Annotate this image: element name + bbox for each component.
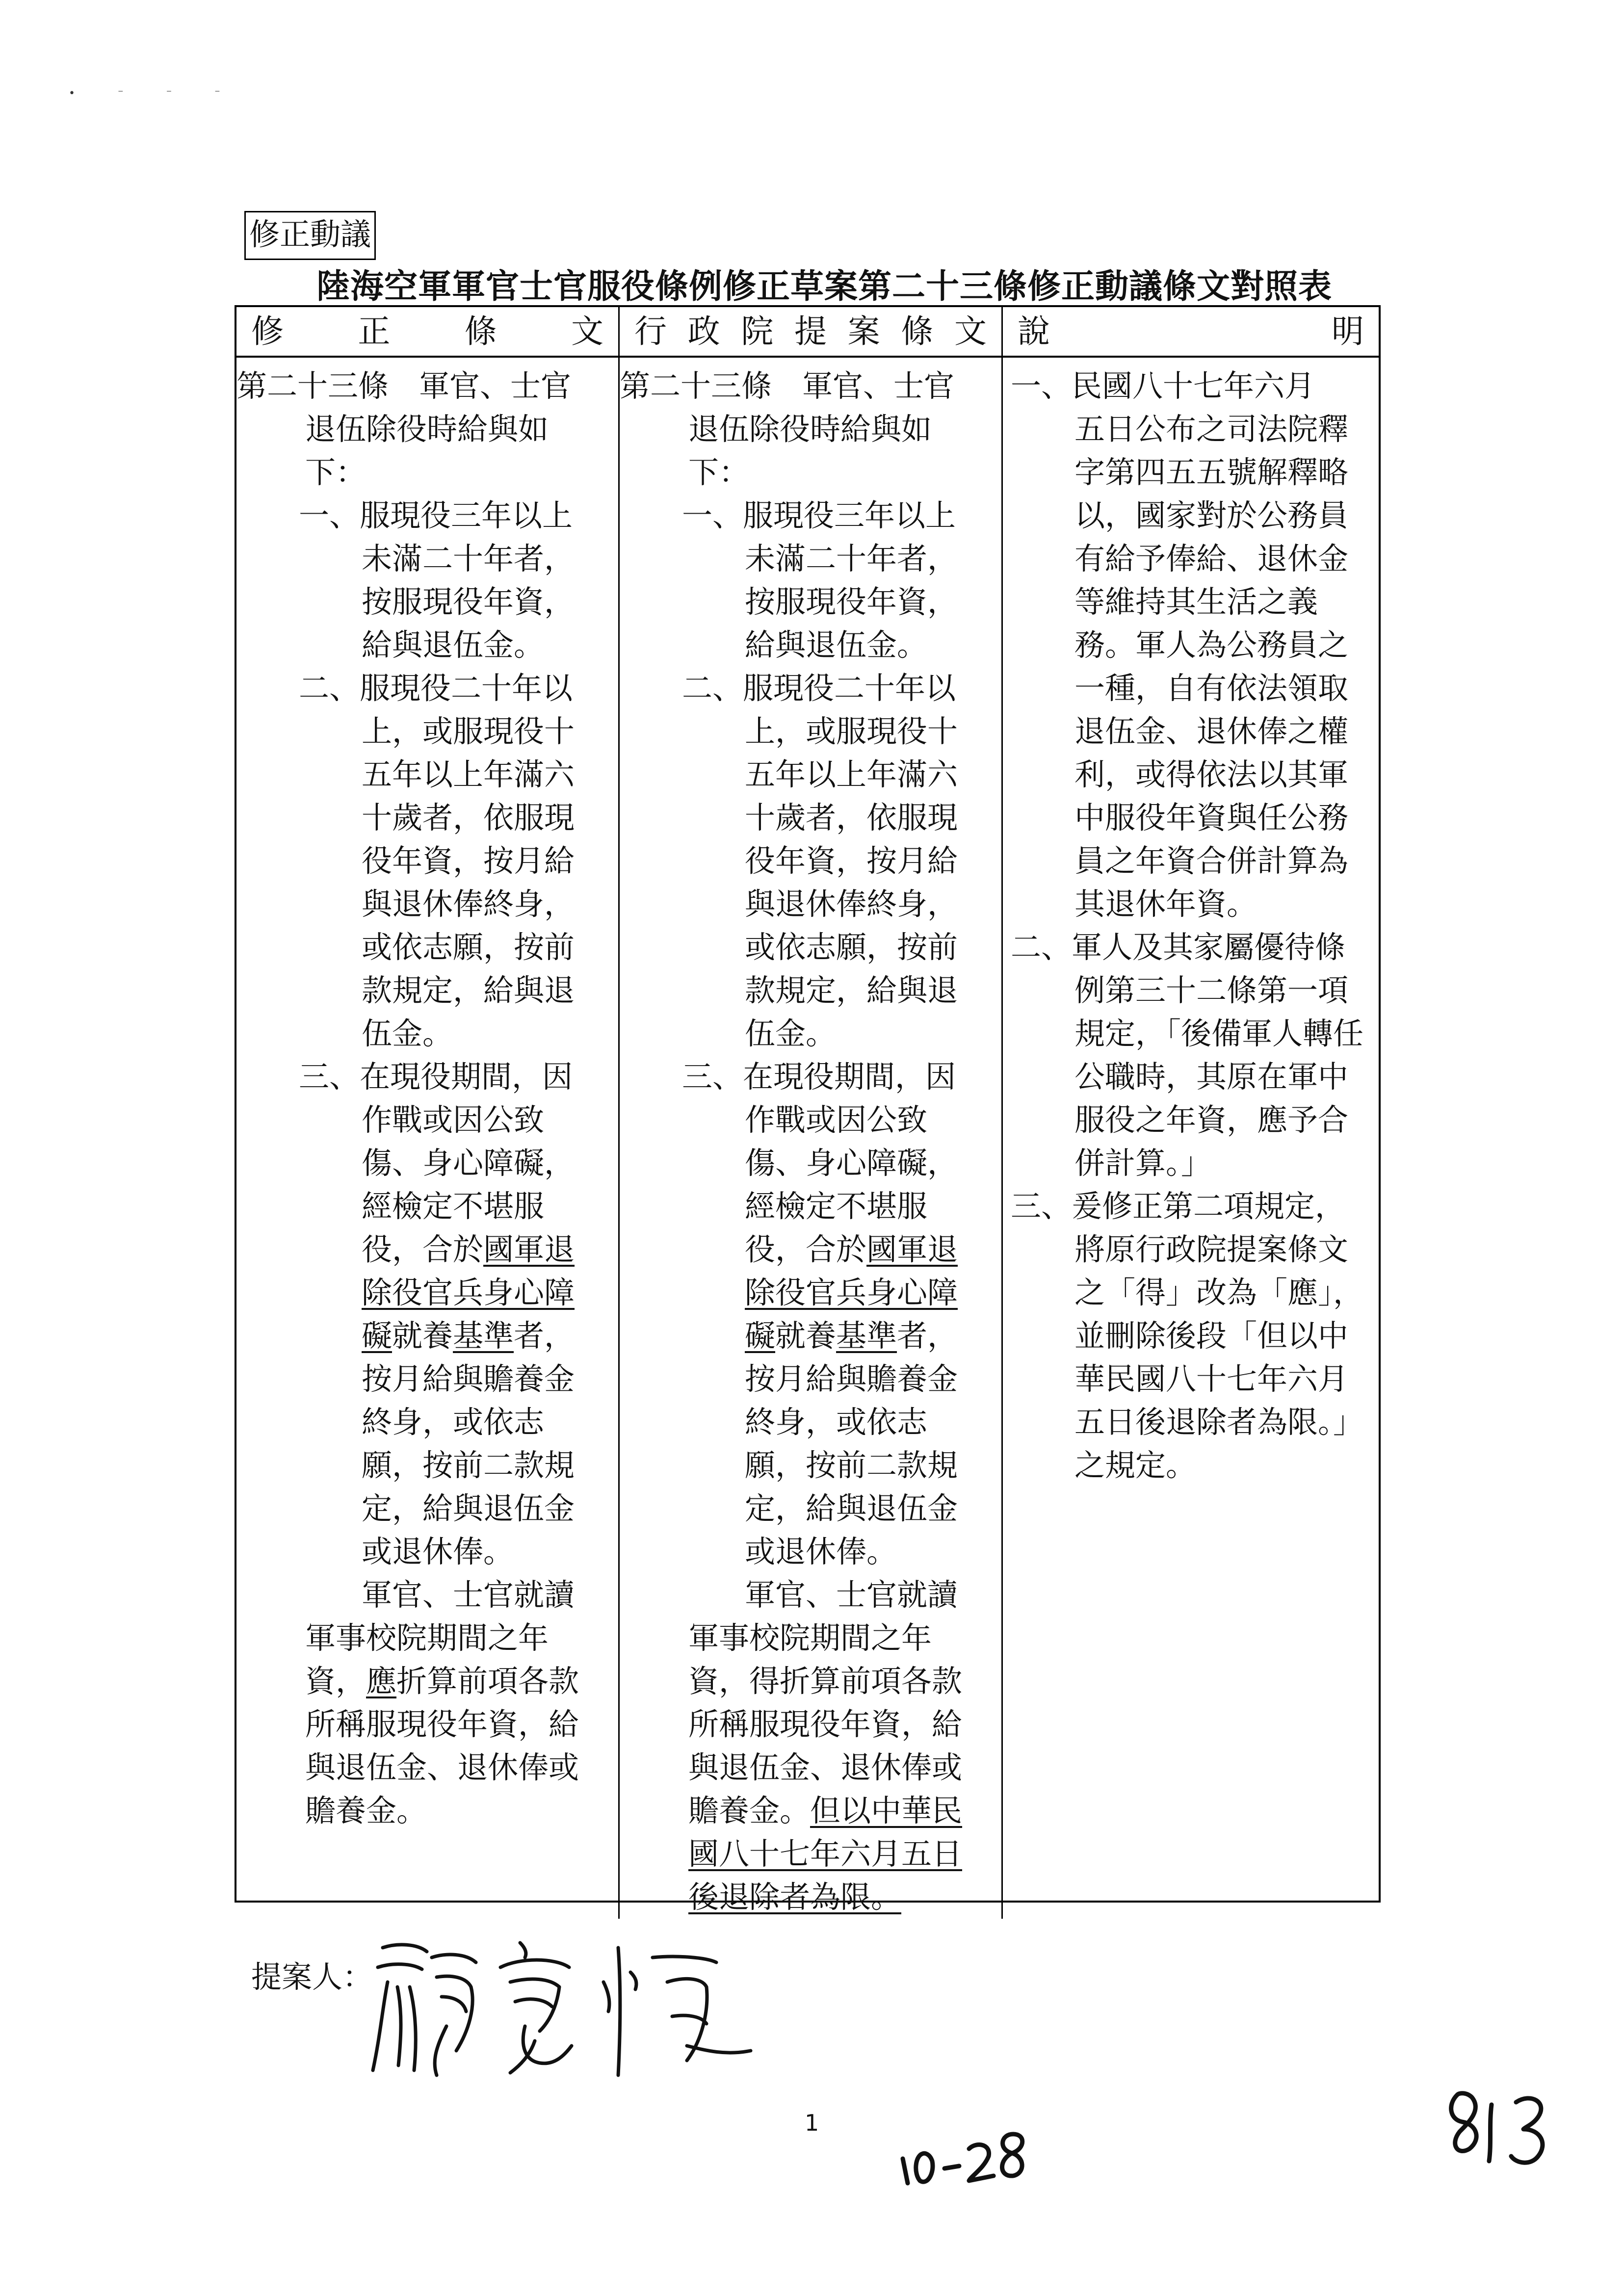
text-line: 與退伍金、退休俸或 <box>688 1749 963 1785</box>
text-line: 願，按前二款規 <box>745 1447 958 1483</box>
text-line: 或依志願，按前 <box>745 929 958 965</box>
text-line: 三、爰修正第二項規定， <box>1011 1188 1346 1224</box>
header-char: 院 <box>741 313 774 350</box>
header-char: 文 <box>954 313 987 350</box>
header-char: 修 <box>251 313 284 350</box>
proposer-label: 提案人： <box>251 1959 373 1995</box>
text-span: 者， <box>897 1318 958 1354</box>
text-line: 一、民國八十七年六月 <box>1011 368 1315 404</box>
text-line: 中服役年資與任公務 <box>1074 800 1349 835</box>
header-char: 條 <box>901 313 934 350</box>
text-span: 贍養金。 <box>688 1793 811 1828</box>
text-line: 傷、身心障礙， <box>362 1145 575 1181</box>
underlined-text: 礙 <box>745 1318 776 1354</box>
text-line: 軍事校院期間之年 <box>688 1620 932 1656</box>
header-char: 條 <box>464 313 497 350</box>
text-line: 其退休年資。 <box>1074 886 1257 922</box>
text-line: 按月給與贍養金 <box>745 1361 958 1397</box>
text-line: 五日後退除者為限。」 <box>1074 1404 1364 1440</box>
text-line: 終身，或依志 <box>745 1404 928 1440</box>
text-line: 下： <box>305 454 367 490</box>
text-span: 就養 <box>392 1318 453 1354</box>
text-line: 與退休俸終身， <box>745 886 958 922</box>
header-original <box>620 307 1003 358</box>
text-line: 經檢定不堪服 <box>362 1188 545 1224</box>
text-line: 三、在現役期間，因 <box>299 1059 573 1095</box>
text-line: 規定，「後備軍人轉任 <box>1074 1016 1364 1051</box>
motion-stamp: 修正動議 <box>244 211 376 260</box>
handwritten-number <box>1442 2075 1560 2173</box>
text-line: 二、服現役二十年以 <box>299 670 573 706</box>
text-line: 定，給與退伍金 <box>362 1490 575 1526</box>
text-line: 按服現役年資， <box>362 584 575 620</box>
header-amended <box>236 307 620 358</box>
text-line: 傷、身心障礙， <box>745 1145 958 1181</box>
text-line: 軍事校院期間之年 <box>305 1620 549 1656</box>
text-line: 一種，自有依法領取 <box>1074 670 1349 706</box>
text-line: 等維持其生活之義 <box>1074 584 1318 620</box>
text-line: 退伍除役時給與如 <box>688 411 932 447</box>
text-span: 資， <box>305 1663 367 1699</box>
text-line: 十歲者，依服現 <box>745 800 958 835</box>
text-line: 五日公布之司法院釋 <box>1074 411 1349 447</box>
underlined-text: 除役官兵身心障 <box>362 1275 575 1310</box>
underlined-text: 除役官兵身心障 <box>745 1275 958 1310</box>
underlined-text: 應 <box>366 1663 397 1699</box>
text-line: 下： <box>688 454 750 490</box>
underlined-text: 國八十七年六月五日 <box>688 1836 963 1872</box>
text-line: 給與退伍金。 <box>745 627 928 663</box>
document-title: 陸海空軍軍官士官服役條例修正草案第二十三條修正動議條文對照表 <box>316 267 1332 306</box>
text-line: 五年以上年滿六 <box>745 757 958 792</box>
text-span: 役，合於 <box>362 1231 484 1267</box>
original-text-column <box>620 358 1003 1919</box>
underlined-text: 基準 <box>453 1318 514 1354</box>
scan-marks: • ⁻ ⁻ ⁻ <box>69 87 240 100</box>
text-line <box>236 1314 618 1357</box>
text-line: 款規定，給與退 <box>745 972 958 1008</box>
text-line: 與退伍金、退休俸或 <box>305 1749 579 1785</box>
text-line: 服役之年資，應予合 <box>1074 1102 1349 1138</box>
text-line: 退伍除役時給與如 <box>305 411 549 447</box>
text-line: 第二十三條 軍官、士官 <box>236 368 572 404</box>
text-line: 上，或服現役十 <box>362 713 575 749</box>
text-line <box>620 1228 1001 1271</box>
text-span: 者， <box>514 1318 575 1354</box>
underlined-text: 國軍退 <box>866 1231 958 1267</box>
text-span: 折算前項各款 <box>396 1663 579 1699</box>
text-line: 例第三十二條第一項 <box>1074 972 1349 1008</box>
text-line: 作戰或因公致 <box>362 1102 545 1138</box>
text-line: 或退休俸。 <box>745 1534 897 1569</box>
text-line: 並刪除後段「但以中 <box>1074 1318 1349 1354</box>
text-line: 定，給與退伍金 <box>745 1490 958 1526</box>
header-char: 文 <box>571 313 603 350</box>
amended-text-column <box>236 358 620 1919</box>
handwritten-signature <box>363 1928 765 2085</box>
underlined-text: 後退除者為限。 <box>688 1879 902 1915</box>
text-line: 員之年資合併計算為 <box>1074 843 1349 879</box>
text-line: 字第四五五號解釋略 <box>1074 454 1349 490</box>
text-line: 三、在現役期間，因 <box>682 1059 956 1095</box>
text-line: 未滿二十年者， <box>362 541 575 576</box>
text-line: 以，國家對於公務員 <box>1074 497 1349 533</box>
text-line: 終身，或依志 <box>362 1404 545 1440</box>
text-line: 經檢定不堪服 <box>745 1188 928 1224</box>
text-line: 務。軍人為公務員之 <box>1074 627 1349 663</box>
text-line: 伍金。 <box>745 1016 837 1051</box>
text-line: 或退休俸。 <box>362 1534 514 1569</box>
text-line: 贍養金。 <box>305 1793 427 1828</box>
text-span: 就養 <box>775 1318 837 1354</box>
text-line: 一、服現役三年以上 <box>682 497 956 533</box>
text-line: 之「得」改為「應」， <box>1074 1275 1364 1310</box>
text-line: 十歲者，依服現 <box>362 800 575 835</box>
text-line: 二、軍人及其家屬優待條 <box>1011 929 1346 965</box>
text-line: 公職時，其原在軍中 <box>1074 1059 1349 1095</box>
text-line: 軍官、士官就讀 <box>362 1577 575 1613</box>
text-line <box>620 1271 1001 1314</box>
header-char: 案 <box>847 313 880 350</box>
text-line: 上，或服現役十 <box>745 713 958 749</box>
text-line: 有給予俸給、退休金 <box>1074 541 1349 576</box>
underlined-text: 但以中華民 <box>810 1793 963 1828</box>
underlined-text: 國軍退 <box>483 1231 575 1267</box>
text-line: 或依志願，按前 <box>362 929 575 965</box>
text-line: 一、服現役三年以上 <box>299 497 573 533</box>
text-line <box>620 1832 1001 1876</box>
text-line: 軍官、士官就讀 <box>745 1577 958 1613</box>
explanation-column <box>1003 358 1379 1919</box>
text-line: 利，或得依法以其軍 <box>1074 757 1349 792</box>
text-line: 與退休俸終身， <box>362 886 575 922</box>
text-line: 所稱服現役年資，給 <box>305 1706 579 1742</box>
header-char: 提 <box>794 313 827 350</box>
text-line: 二、服現役二十年以 <box>682 670 956 706</box>
text-line <box>236 1660 618 1703</box>
text-line: 作戰或因公致 <box>745 1102 928 1138</box>
text-line: 將原行政院提案條文 <box>1074 1231 1349 1267</box>
header-char: 說 <box>1018 313 1050 350</box>
text-span: 役，合於 <box>745 1231 867 1267</box>
text-line: 伍金。 <box>362 1016 453 1051</box>
comparison-table <box>235 305 1381 1915</box>
text-line: 款規定，給與退 <box>362 972 575 1008</box>
text-line: 資，得折算前項各款 <box>688 1663 963 1699</box>
underlined-text: 基準 <box>836 1318 897 1354</box>
text-line: 所稱服現役年資，給 <box>688 1706 963 1742</box>
header-char: 行 <box>634 313 667 350</box>
header-notes <box>1003 307 1379 358</box>
text-line: 役年資，按月給 <box>362 843 575 879</box>
text-line <box>620 1789 1001 1832</box>
text-line <box>236 1271 618 1314</box>
header-char: 正 <box>358 313 391 350</box>
underlined-text: 礙 <box>362 1318 393 1354</box>
text-line <box>620 1876 1001 1919</box>
text-line: 五年以上年滿六 <box>362 757 575 792</box>
page-number: 1 <box>805 2110 819 2136</box>
text-line: 按月給與贍養金 <box>362 1361 575 1397</box>
text-line: 併計算。」 <box>1074 1145 1212 1181</box>
text-line: 役年資，按月給 <box>745 843 958 879</box>
text-line: 按服現役年資， <box>745 584 958 620</box>
text-line <box>236 1228 618 1271</box>
text-line: 願，按前二款規 <box>362 1447 575 1483</box>
text-line: 未滿二十年者， <box>745 541 958 576</box>
text-line: 給與退伍金。 <box>362 627 545 663</box>
text-line: 退伍金、退休俸之權 <box>1074 713 1349 749</box>
text-line: 之規定。 <box>1074 1447 1197 1483</box>
header-char: 政 <box>687 313 720 350</box>
header-char: 明 <box>1332 313 1364 350</box>
handwritten-date <box>893 2114 1040 2193</box>
text-line <box>620 1314 1001 1357</box>
text-line: 華民國八十七年六月 <box>1074 1361 1349 1397</box>
text-line: 第二十三條 軍官、士官 <box>620 368 955 404</box>
